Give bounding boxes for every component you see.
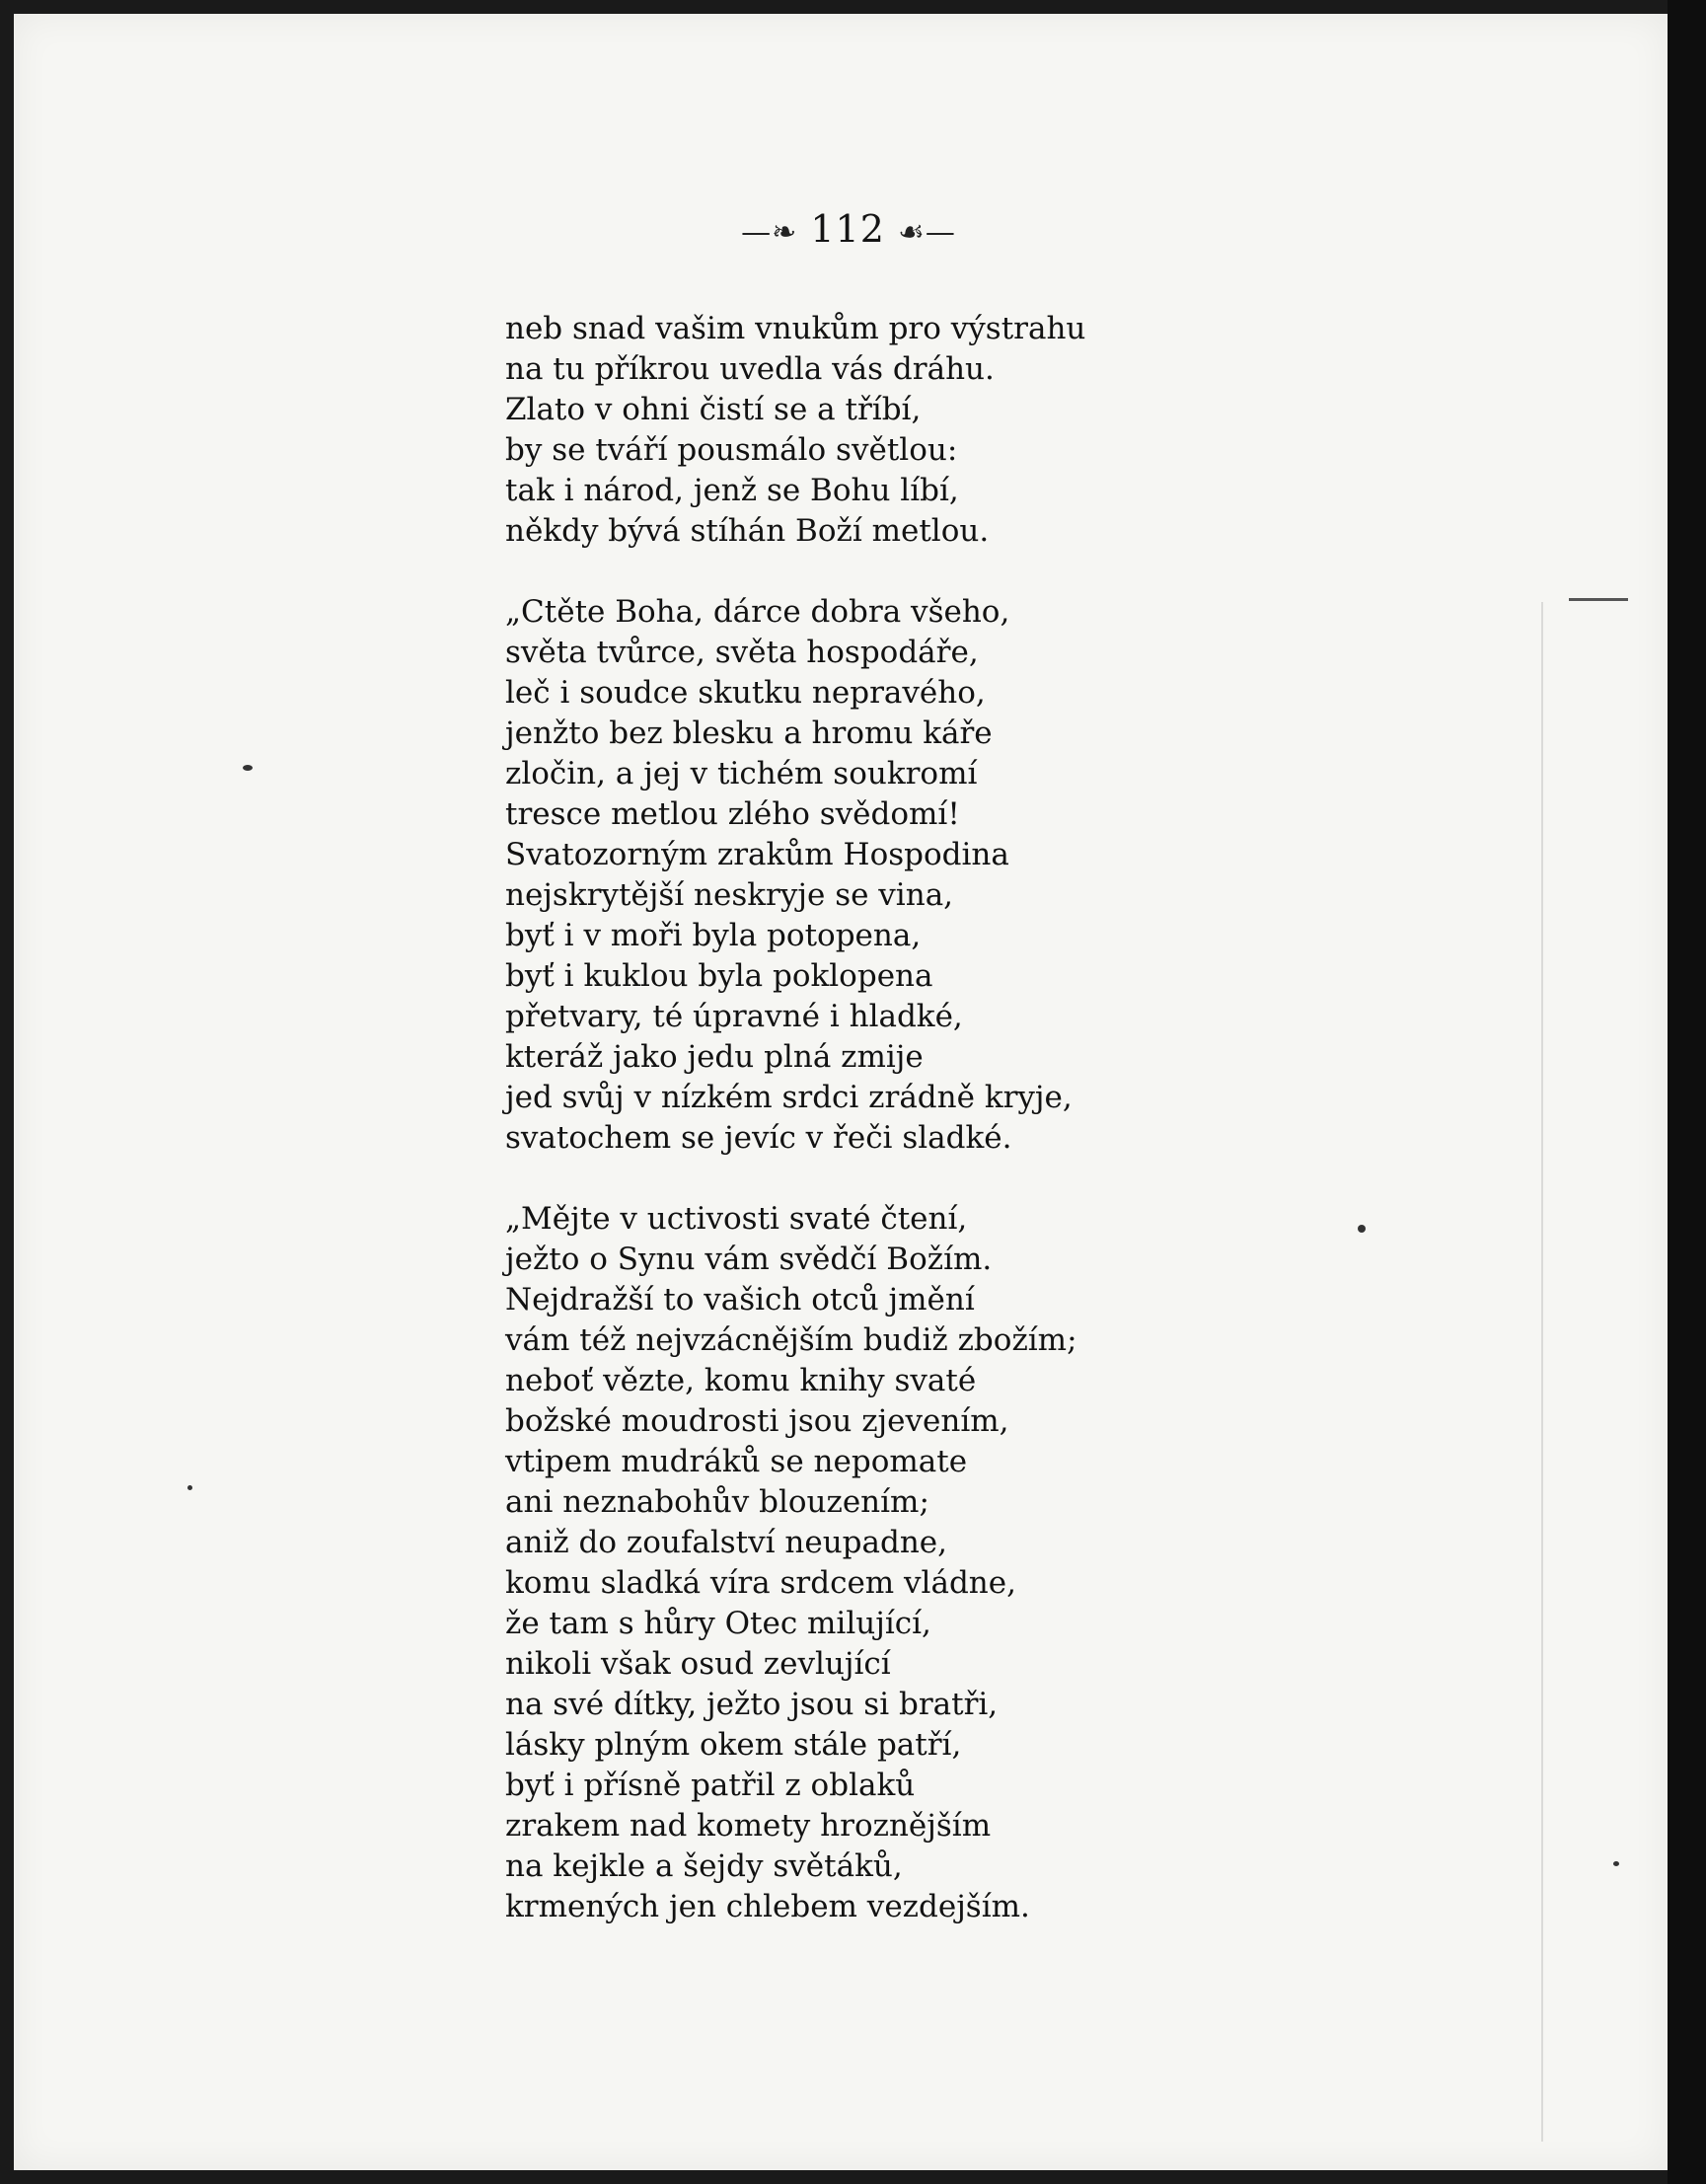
- verse-line: ani neznabohův blouzením;: [505, 1484, 929, 1520]
- verse-line: aniž do zoufalství neupadne,: [505, 1525, 948, 1560]
- verse-line: na své dítky, ježto jsou si bratři,: [505, 1687, 999, 1722]
- verse-line: nejskrytější neskryje se vina,: [505, 877, 954, 913]
- verse-line: by se tváří pousmálo světlou:: [505, 432, 958, 468]
- page-fold-line: [1541, 602, 1543, 2142]
- verse-line: na tu příkrou uvedla vás dráhu.: [505, 351, 995, 387]
- verse-line: byť i přísně patřil z oblaků: [505, 1768, 916, 1803]
- verse-line: byť i kuklou byla poklopena: [505, 958, 933, 994]
- verse-line: ježto o Synu vám svědčí Božím.: [505, 1242, 993, 1277]
- verse-line: vám též nejvzácnějším budiž zbožím;: [505, 1322, 1077, 1358]
- poem-text: [505, 309, 1216, 1968]
- stanza: [505, 1199, 1216, 1927]
- scan-speck: [187, 1485, 192, 1490]
- scan-speck: [243, 765, 253, 771]
- verse-line: neb snad vašim vnukům pro výstrahu: [505, 311, 1086, 346]
- verse-line: tresce metlou zlého svědomí!: [505, 796, 960, 832]
- verse-line: lásky plným okem stále patří,: [505, 1727, 962, 1763]
- verse-line: někdy bývá stíhán Boží metlou.: [505, 513, 990, 549]
- scan-speck: [1358, 1225, 1366, 1233]
- verse-line: Svatozorným zrakům Hospodina: [505, 837, 1009, 872]
- scan-speck: [1613, 1861, 1619, 1866]
- stanza: [505, 309, 1216, 552]
- verse-line: neboť vězte, komu knihy svaté: [505, 1363, 977, 1398]
- verse-line: přetvary, té úpravné i hladké,: [505, 999, 963, 1034]
- verse-line: svatochem se jevíc v řeči sladké.: [505, 1120, 1012, 1156]
- verse-line: kteráž jako jedu plná zmije: [505, 1039, 924, 1075]
- page-number: 112: [810, 207, 885, 251]
- verse-line: Zlato v ohni čistí se a tříbí,: [505, 392, 922, 427]
- verse-line: „Mějte v uctivosti svaté čtení,: [505, 1201, 968, 1237]
- verse-line: komu sladká víra srdcem vládne,: [505, 1565, 1016, 1601]
- verse-line: božské moudrosti jsou zjevením,: [505, 1403, 1009, 1439]
- verse-line: nikoli však osud zevlující: [505, 1646, 891, 1682]
- verse-line: zrakem nad komety hroznějším: [505, 1808, 992, 1844]
- verse-line: „Ctěte Boha, dárce dobra všeho,: [505, 594, 1010, 630]
- verse-line: Nejdražší to vašich otců jmění: [505, 1282, 975, 1318]
- verse-line: světa tvůrce, světa hospodáře,: [505, 635, 979, 670]
- stanza: [505, 592, 1216, 1159]
- ornament-left: —❧: [741, 215, 798, 250]
- verse-line: na kejkle a šejdy světáků,: [505, 1848, 903, 1884]
- scan-border: [1668, 0, 1706, 2184]
- verse-line: vtipem mudráků se nepomate: [505, 1444, 968, 1479]
- page-header: [710, 207, 987, 251]
- verse-line: zločin, a jej v tichém soukromí: [505, 756, 978, 791]
- verse-line: jenžto bez blesku a hromu káře: [505, 715, 993, 751]
- verse-line: jed svůj v nízkém srdci zrádně kryje,: [505, 1080, 1073, 1115]
- verse-line: tak i národ, jenž se Bohu líbí,: [505, 473, 959, 508]
- ornament-right: ☙—: [897, 215, 956, 250]
- verse-line: krmených jen chlebem vezdejším.: [505, 1889, 1030, 1924]
- edge-mark: [1569, 598, 1628, 601]
- verse-line: že tam s hůry Otec milující,: [505, 1606, 931, 1641]
- verse-line: leč i soudce skutku nepravého,: [505, 675, 986, 711]
- verse-line: byť i v moři byla potopena,: [505, 918, 922, 953]
